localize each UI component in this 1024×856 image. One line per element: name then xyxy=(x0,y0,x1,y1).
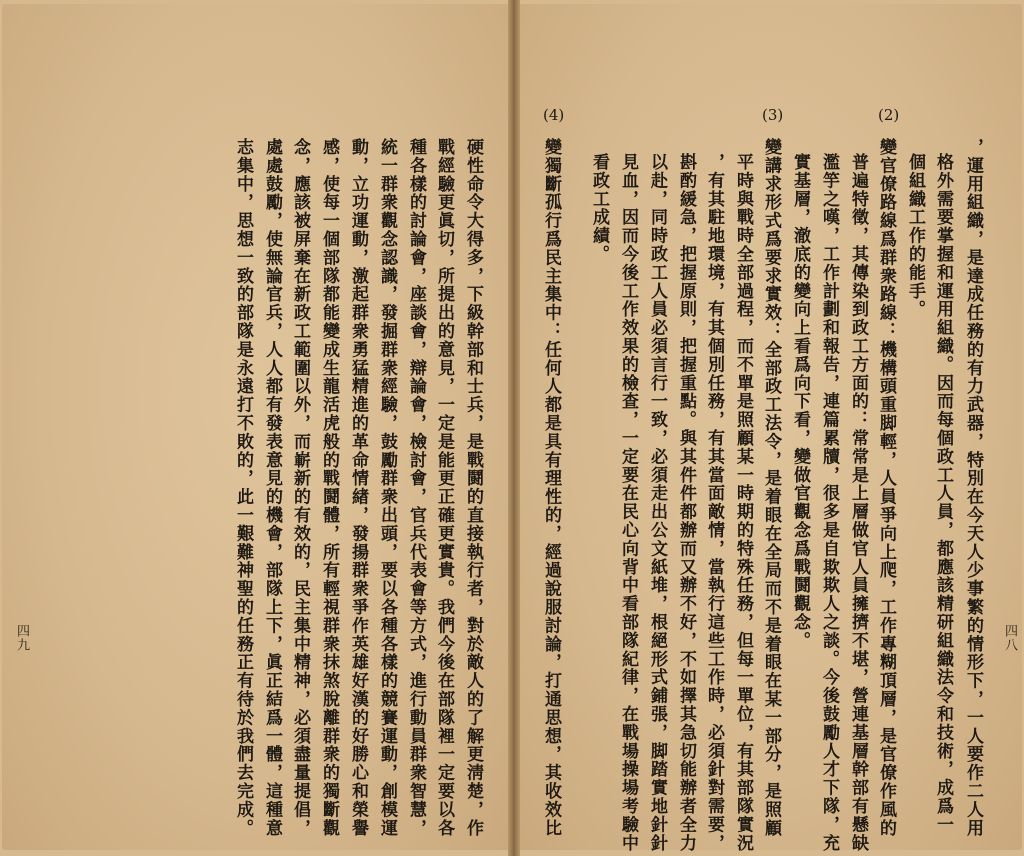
left-col-5: 動，立功運動，激起群衆勇猛精進的革命情緖，發揚群衆爭作英雄好漢的好勝心和榮譽 xyxy=(348,138,368,838)
right-col-5: 普遍特徵，其傳染到政工方面的：常常是上層做官人員擁擠不堪，營連基層幹部有懸缺 xyxy=(848,153,868,853)
right-col-12: 以赴，同時政工人員必須言行一致，必須走出公文紙堆，根絕形式鋪張，脚踏實地針針 xyxy=(647,153,667,853)
right-col-15: 變獨斷孤行爲民主集中：任何人都是具有理性的，經過說服討論，打通思想，其收效比 xyxy=(541,138,561,838)
left-col-8: 處處鼓勵，使無論官兵，人人都有發表意見的機會，部隊上下，眞正結爲一體，這種意 xyxy=(262,138,282,838)
left-col-1: 硬性命令大得多，下級幹部和士兵，是戰鬪的直接執行者，對於敵人的了解更淸楚，作 xyxy=(463,138,483,838)
right-col-3: 個組織工作的能手。 xyxy=(905,153,925,319)
right-col-10: ，有其駐地環境，有其個別任務，有其當面敵情，當執行這些工作時，必須針對需要， xyxy=(704,153,724,853)
page-number-right: 四八 xyxy=(1002,624,1017,652)
section-marker-2: (2) xyxy=(878,106,900,124)
right-col-13: 見血，因而今後工作效果的檢查，一定要在民心向背中看部隊紀律，在戰場操場考驗中 xyxy=(618,153,638,853)
right-col-8: 變講求形式爲要求實效：全部政工法令，是着眼在全局而不是着眼在某一部分，是照顧 xyxy=(761,138,781,838)
right-col-14: 看政工成績。 xyxy=(589,153,609,264)
right-col-4: 變官僚路線爲群衆路線：機構頭重脚輕，人員爭向上爬，工作專糊頂層，是官僚作風的 xyxy=(876,138,896,838)
book-gutter xyxy=(508,0,520,856)
right-col-11: 斟酌緩急，把握原則，把握重點。與其件件都辦而又辦不好，不如擇其急切能辦者全力 xyxy=(676,153,696,853)
left-col-7: 念，應該被屏棄在新政工範圍以外，而嶄新的有效的，民主集中精神，必須盡量提倡， xyxy=(290,138,310,838)
right-col-6: 濫竽之嘆，工作計劃和報告，連篇累牘，很多是自欺欺人之談。今後鼓勵人才下隊，充 xyxy=(819,153,839,853)
left-col-2: 戰經驗更眞切，所提出的意見，一定是能更正確更實貴。我們今後在部隊裡一定要以各 xyxy=(434,138,454,838)
section-marker-4: (4) xyxy=(543,106,565,124)
left-col-9: 志集中，思想一致的部隊是永遠打不敗的，此一艱難神聖的任務正有待於我們去完成。 xyxy=(233,138,253,838)
right-col-9: 平時與戰時全部過程，而不單是照顧某一時期的特殊任務，但每一單位，有其部隊實況 xyxy=(733,153,753,853)
right-col-1: ，運用組織，是達成任務的有力武器，特別在今天人少事繁的情形下，一人要作二人用 xyxy=(963,138,983,838)
left-col-3: 種各樣的討論會，座談會，辯論會，檢討會，官兵代表會等方式，進行動員群衆智慧， xyxy=(406,138,426,838)
left-col-4: 統一群衆觀念認識，發掘群衆經驗，鼓勵群衆出頭，要以各種各樣的競賽運動，創模運 xyxy=(377,138,397,838)
section-marker-3: (3) xyxy=(762,106,784,124)
left-col-6: 感，使每一個部隊都能變成生龍活虎般的戰鬪體，所有輕視群衆抹煞脫離群衆的獨斷觀 xyxy=(319,138,339,838)
right-col-2: 格外需要掌握和運用組織。因而每個政工人員，都應該精研組織法令和技術，成爲一 xyxy=(933,153,953,834)
page-number-left: 四九 xyxy=(14,624,29,652)
right-col-7: 實基層，澈底的變向上看爲向下看，變做官觀念爲戰鬪觀念。 xyxy=(790,153,810,650)
